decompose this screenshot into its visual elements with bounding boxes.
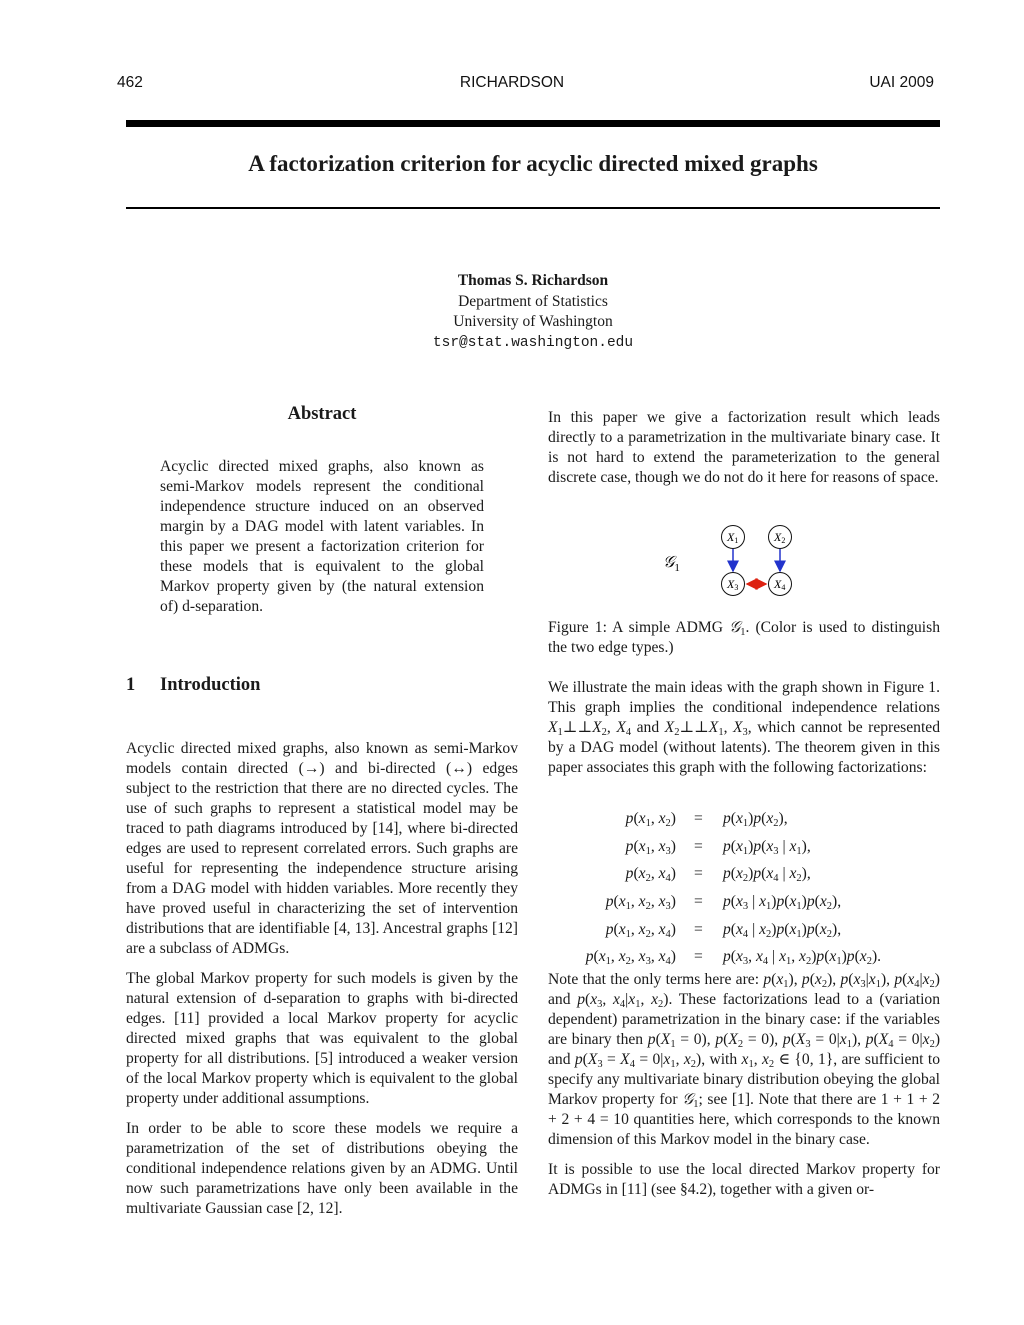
intro-paragraph-3: In order to be able to score these models we require a parametrization of the set of distributions obeying the conditional independence relations given by an ADMG. Until now such parametrizations have only been available in the multivariate Gaussian case [2, 12]. — [126, 1120, 518, 1217]
right-column-illustration — [548, 678, 940, 788]
page-number: 462 — [117, 74, 143, 91]
author-university: University of Washington — [453, 313, 613, 330]
paper-title: A factorization criterion for acyclic directed mixed graphs — [248, 151, 818, 176]
factorization-equations — [548, 810, 940, 976]
title-top-rule — [126, 120, 940, 127]
node-x3 — [722, 573, 745, 596]
equation-row: $p(x_1$, $x_3$) = $p(x_1)p(x_3$ | $x_1$), — [625, 837, 811, 857]
right-column-notes — [548, 970, 940, 1210]
right-paragraph-2: Note that the only terms here are: $p(x_1)$, $p(x_2)$, $p(x_3|x_1)$, $p(x_4|x_2)$ and $p(x_3$, $x_4|x_1$, $x_2$). These factorizations lead to a (variation dependent) parametrization in the binary case: if the variables are binary then $p(X_1 = 0)$, $p(X_2 = 0)$, $p(X_3 = 0|x_1)$, $p(X_4 = 0|x_2)$ and $p(X_3 = X_4 = 0|x_1$, $x_2$), with $x_1$, $x_2$ ∈ {0, 1}, are sufficient to specify any multivariate binary distribution obeying the global Markov property for 𝒢$_1$; see [1]. Note that there are 1 + 1 + 2 + 2 + 4 = 10 quantities here, which corresponds to the known dimension of this Markov model in the binary case. — [548, 971, 941, 1148]
title-bottom-rule — [126, 207, 940, 209]
node-x1 — [722, 526, 745, 549]
left-column-body — [126, 739, 518, 1229]
svg-text:X1: X1 — [727, 530, 739, 545]
intro-paragraph-2: The global Markov property for such models is given by the natural extension of d-separation to graphs with bi-directed edges. [11] provided a local Markov property for acyclic directed mixed graphs that was equivalent to the global property for all distributions. [5] introduced a weaker version of the local Markov property which is equivalent to the global property under additional assumptions. — [126, 970, 518, 1107]
equation-row: $p(x_1$, $x_2$) = $p(x_1)p(x_2)$, — [625, 810, 788, 829]
equation-row: $p(x_2$, $x_4$) = $p(x_2)p(x_4$ | $x_2$), — [625, 865, 811, 885]
equation-row: $p(x_1$, $x_2$, $x_3$) = $p(x_3$ | $x_1)p(x_1)p(x_2)$, — [605, 893, 842, 913]
right-paragraph-1: We illustrate the main ideas with the graph shown in Figure 1. This graph implies the conditional independence relations $X_1\perp\perp X_2$, $X_4$ and $X_2\perp\perp X_1$, $X_3$, which cannot be represented by a DAG model (without latents). The theorem given in this paper associates this graph with the following factorizations: — [548, 679, 941, 776]
section-number: 1 — [126, 675, 136, 695]
intro-paragraph-1: Acyclic directed mixed graphs, also known as semi-Markov models contain directed (→) and bi-directed (↔) edges subject to the restriction that there are no directed cycles. The use of such graphs to represent a statistical model may be traced to path diagrams introduced by [14], where bi-directed edges are used to represent correlated errors. Such graphs are useful for representing the independence structure arising from a DAG model with hidden variables. More recently they have proved useful in characterizing the set of intervention distributions that are identifiable [4, 13]. Ancestral graphs [12] are a subclass of ADMGs. — [126, 740, 518, 957]
right-paragraph-3: It is possible to use the local directed Markov property for ADMGs in [11] (see §4.2), together with a given or- — [548, 1161, 940, 1198]
equation-row: $p(x_1$, $x_2$, $x_4$) = $p(x_4$ | $x_2)p(x_1)p(x_2)$, — [605, 920, 842, 940]
node-x2 — [769, 526, 792, 549]
author-department: Department of Statistics — [458, 292, 608, 310]
section-heading — [126, 675, 260, 696]
figure-1-caption: Figure 1: A simple ADMG 𝒢$_1$. (Color is used to distinguish the two edge types.) — [548, 619, 940, 656]
figure-1-graph — [548, 518, 940, 608]
running-head: RICHARDSON — [459, 74, 565, 91]
node-x4 — [769, 573, 792, 596]
running-header — [0, 74, 1024, 96]
equation-row: $p(x_1$, $x_2$, $x_3$, $x_4$) = $p(x_3$, $x_4$ | $x_1$, $x_2)p(x_1)p(x_2)$. — [585, 948, 882, 968]
svg-text:X3: X3 — [727, 577, 739, 592]
abstract-text: Acyclic directed mixed graphs, also known as semi-Markov models represent the conditional independence structure induced on an observed margin by a DAG model with latent variables. In this paper we present a factorization criterion for these models that is equivalent to the global Markov property given by (the natural extension of) d-separation. — [160, 458, 484, 615]
author-email[interactable]: tsr@stat.washington.edu — [432, 334, 634, 351]
section-title: Introduction — [160, 675, 261, 695]
graph-label: 𝒢$_1$ — [663, 554, 680, 574]
right-column-intro — [548, 408, 940, 498]
svg-text:X2: X2 — [774, 530, 786, 545]
abstract-heading: Abstract — [287, 404, 357, 424]
right-paragraph-0: In this paper we give a factorization result which leads directly to a parametrization in the multivariate binary case. It is not hard to extend the parameterization to the general discrete case, though we do not do it here for reasons of space. — [548, 409, 940, 486]
author-name: Thomas S. Richardson — [457, 272, 609, 289]
graph-svg — [548, 518, 940, 608]
author-block — [0, 271, 1024, 353]
svg-text:X4: X4 — [774, 577, 786, 592]
venue-label: UAI 2009 — [869, 74, 934, 91]
